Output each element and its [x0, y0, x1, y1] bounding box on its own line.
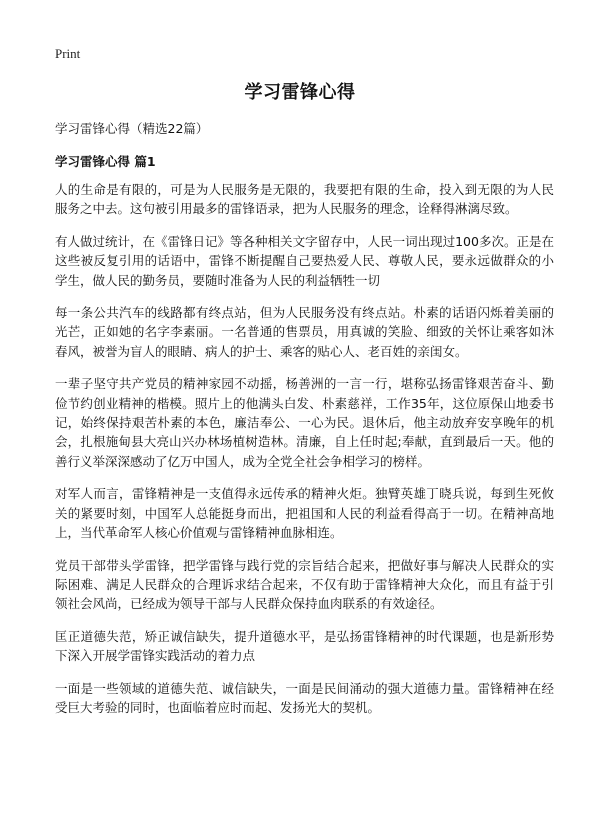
paragraph-4: 一辈子坚守共产党员的精神家园不动摇，杨善洲的一言一行，堪称弘扬雷锋艰苦奋斗、勤俭节约创业精神的楷模。照片上的他满头白发、朴素慈祥，工作35年，这位原保山地委书记，始终保持艰苦朴素的本色，廉洁奉公、一心为民。退休后，他主动放弃安享晚年的机会，扎根施甸县大亮山兴办林场植树造林。清廉，自上任时起;奉献，直到最后一天。他的善行义举深深感动了亿万中国人，成为全党全社会争相学习的榜样。: [55, 376, 554, 469]
paragraph-5: 对军人而言，雷锋精神是一支值得永远传承的精神火炬。独臂英雄丁晓兵说，每到生死攸关的紧要时刻，中国军人总能挺身而出，把祖国和人民的利益看得高于一切。在精神高地上，当代革命军人核心价值观与雷锋精神血脉相连。: [55, 486, 554, 541]
document-title: 学习雷锋心得: [244, 82, 356, 103]
paragraph-6: 党员干部带头学雷锋，把学雷锋与践行党的宗旨结合起来，把做好事与解决人民群众的实际困难、满足人民群众的合理诉求结合起来，不仅有助于雷锋精神大众化，而且有益于引领社会风尚，已经成为领导干部与人民群众保持血肉联系的有效途径。: [55, 557, 554, 612]
paragraph-7: 匡正道德失范，矫正诚信缺失，提升道德水平，是弘扬雷锋精神的时代课题，也是新形势下深入开展学雷锋实践活动的着力点: [55, 628, 554, 664]
document-subtitle: 学习雷锋心得（精选22篇）: [55, 121, 209, 136]
body-text: [55, 180, 554, 730]
section-heading: 学习雷锋心得 篇1: [55, 154, 156, 169]
paragraph-2: 有人做过统计，在《雷锋日记》等各种相关文字留存中，人民一词出现过100多次。正是在这些被反复引用的话语中，雷锋不断提醒自己要热爱人民、尊敬人民，要永远做群众的小学生，做人民的勤务员，要随时准备为人民的利益牺牲一切: [55, 233, 554, 288]
paragraph-3: 每一条公共汽车的线路都有终点站，但为人民服务没有终点站。朴素的话语闪烁着美丽的光芒，正如她的名字李素丽。一名普通的售票员，用真诚的笑脸、细致的关怀让乘客如沐春风，被誉为盲人的眼睛、病人的护士、乘客的贴心人、老百姓的亲闺女。: [55, 305, 554, 359]
print-label: Print: [55, 46, 81, 61]
paragraph-1: 人的生命是有限的，可是为人民服务是无限的，我要把有限的生命，投入到无限的为人民服务之中去。这句被引用最多的雷锋语录，把为人民服务的理念，诠释得淋漓尽致。: [55, 182, 554, 217]
paragraph-8: 一面是一些领域的道德失范、诚信缺失，一面是民间涌动的强大道德力量。雷锋精神在经受巨大考验的同时，也面临着应时而起、发扬光大的契机。: [55, 680, 554, 715]
